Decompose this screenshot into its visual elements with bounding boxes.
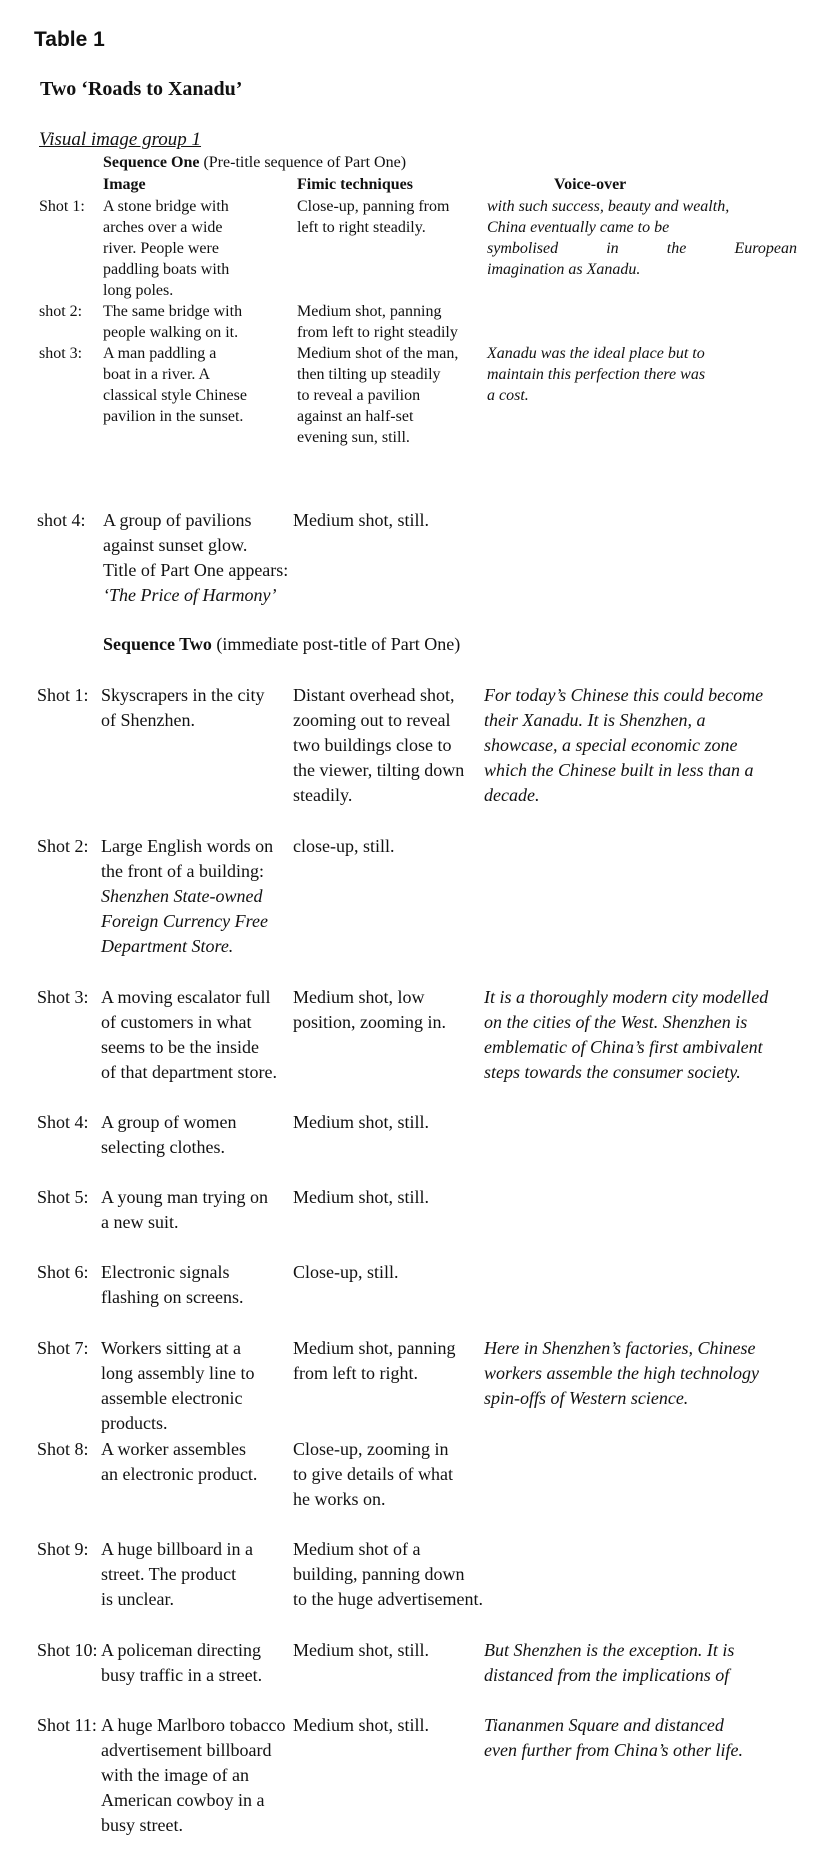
text-line: to reveal a pavilion [297,387,421,404]
shot-label: Shot 1: [37,685,89,705]
text-line: with the image of an [101,1765,249,1785]
text-line: It is a thoroughly modern city modelled [484,987,769,1007]
text-line: Medium shot, still. [293,1187,430,1207]
text-line: imagination as Xanadu. [487,261,641,278]
text-line: A moving escalator full [101,987,271,1007]
text-line: A young man trying on [101,1187,268,1207]
text-line: symbolised in the European [487,240,797,257]
visual-image-group-label: Visual image group 1 [39,129,202,150]
text-line: zooming out to reveal [293,710,451,730]
image-description [101,683,293,733]
text-line: Medium shot, low [293,987,425,1007]
shot-label: Shot 4: [37,1112,89,1132]
text-line: left to right steadily. [297,219,426,236]
text-line: Department Store. [101,936,234,956]
text-line: with such success, beauty and wealth, [487,198,730,215]
text-line: pavilion in the sunset. [103,408,244,425]
filmic-technique [293,1260,485,1285]
shot-label: Shot 11: [37,1715,97,1735]
text-line: of customers in what [101,1012,252,1032]
voice-over-text [484,1713,804,1763]
filmic-technique [297,343,487,448]
sequence-two-heading [103,634,460,655]
filmic-technique [293,1638,485,1663]
filmic-technique [293,1110,485,1135]
filmic-technique [293,1437,485,1512]
text-line: classical style Chinese [103,387,247,404]
filmic-technique [293,985,485,1035]
text-line: of that department store. [101,1062,277,1082]
text-line: evening sun, still. [297,429,410,446]
shot-label: Shot 6: [37,1262,89,1282]
column-header-voice-over: Voice-over [554,176,627,193]
filmic-technique [293,834,485,859]
text-line: a new suit. [101,1212,179,1232]
filmic-technique [293,1336,485,1386]
text-line: China eventually came to be [487,219,670,236]
text-line: busy traffic in a street. [101,1665,263,1685]
shot-label: Shot 3: [37,987,89,1007]
text-line: Close-up, panning from [297,198,450,215]
text-line: to give details of what [293,1464,453,1484]
text-line: people walking on it. [103,324,239,341]
text-line: from left to right steadily [297,324,458,341]
text-line: Shenzhen State-owned [101,886,263,906]
text-line: Close-up, still. [293,1262,399,1282]
filmic-technique [293,1185,485,1210]
text-line: Distant overhead shot, [293,685,455,705]
text-line: which the Chinese built in less than a [484,760,754,780]
voice-over-text [487,343,797,406]
text-line: A policeman directing [101,1640,261,1660]
sequence-two-name: Sequence Two [103,634,212,654]
text-line: a cost. [487,387,529,404]
image-description [103,343,293,427]
text-line: Foreign Currency Free [101,911,268,931]
text-line: from left to right. [293,1363,418,1383]
text-line: Medium shot, still. [293,510,430,530]
text-line: Skyscrapers in the city [101,685,265,705]
text-line: maintain this perfection there was [487,366,706,383]
shot-label: shot 2: [39,303,83,320]
image-description [101,985,293,1085]
image-description [101,1336,293,1436]
filmic-technique [297,301,487,343]
text-line: Medium shot, still. [293,1715,430,1735]
text-line: A man paddling a [103,345,217,362]
image-description [101,834,293,959]
text-line: two buildings close to [293,735,452,755]
image-description [103,301,293,343]
column-header-image: Image [103,176,146,193]
voice-over-text [487,196,797,280]
text-line: Medium shot, still. [293,1640,430,1660]
text-line: Xanadu was the ideal place but to [487,345,705,362]
image-description [103,196,293,301]
text-line: Workers sitting at a [101,1338,242,1358]
text-line: the viewer, tilting down [293,760,465,780]
shot-label: Shot 7: [37,1338,89,1358]
text-line: busy street. [101,1815,183,1835]
text-line: he works on. [293,1489,386,1509]
document-title: Two ‘Roads to Xanadu’ [40,78,243,100]
shot-label: Shot 8: [37,1439,89,1459]
image-description [101,1638,293,1688]
text-line: distanced from the implications of [484,1665,730,1685]
text-line: A group of pavilions [103,510,252,530]
text-line: then tilting up steadily [297,366,441,383]
shot-label: shot 4: [37,510,86,530]
shot-label: Shot 9: [37,1539,89,1559]
text-line: their Xanadu. It is Shenzhen, a [484,710,706,730]
text-line: Medium shot, still. [293,1112,430,1132]
text-line: workers assemble the high technology [484,1363,759,1383]
shot-label: Shot 5: [37,1187,89,1207]
text-line: products. [101,1413,168,1433]
text-line: against an half-set [297,408,414,425]
text-line: to the huge advertisement. [293,1589,483,1609]
text-line: close-up, still. [293,836,395,856]
text-line: street. The product [101,1564,237,1584]
image-description [103,508,303,608]
text-line: selecting clothes. [101,1137,225,1157]
text-line: of Shenzhen. [101,710,195,730]
filmic-technique [297,196,487,238]
text-line: against sunset glow. [103,535,248,555]
text-line: an electronic product. [101,1464,258,1484]
text-line: American cowboy in a [101,1790,265,1810]
shot-label: Shot 1: [39,198,85,215]
text-line: decade. [484,785,540,805]
text-line: building, panning down [293,1564,465,1584]
image-description [101,1437,293,1487]
image-description [101,1110,293,1160]
text-line: For today’s Chinese this could become [484,685,764,705]
sequence-one-note: (Pre-title sequence of Part One) [199,154,407,171]
voice-over-text [484,1336,804,1411]
text-line: advertisement billboard [101,1740,272,1760]
text-line: The same bridge with [103,303,243,320]
text-line: river. People were [103,240,219,257]
image-description [101,1537,293,1612]
text-line: Large English words on [101,836,274,856]
image-description [101,1713,293,1838]
part-one-title: ‘The Price of Harmony’ [103,585,277,605]
text-line: steps towards the consumer society. [484,1062,741,1082]
text-line: A group of women [101,1112,237,1132]
text-line: long assembly line to [101,1363,255,1383]
text-line: even further from China’s other life. [484,1740,743,1760]
text-line: boat in a river. A [103,366,211,383]
shot-label: shot 3: [39,345,83,362]
text-line: A huge Marlboro tobacco [101,1715,286,1735]
text-line: position, zooming in. [293,1012,446,1032]
text-line: assemble electronic [101,1388,243,1408]
text-line: flashing on screens. [101,1287,244,1307]
voice-over-text [484,985,804,1085]
text-line: Here in Shenzhen’s factories, Chinese [484,1338,756,1358]
text-line: Tiananmen Square and distanced [484,1715,724,1735]
text-line: paddling boats with [103,261,230,278]
text-line: the front of a building: [101,861,264,881]
filmic-technique [293,1537,485,1612]
text-line: arches over a wide [103,219,223,236]
sequence-two-note: (immediate post-title of Part One) [211,634,461,654]
text-line: A huge billboard in a [101,1539,253,1559]
text-line: emblematic of China’s first ambivalent [484,1037,763,1057]
sequence-one-name: Sequence One [103,154,200,171]
text-line: But Shenzhen is the exception. It is [484,1640,735,1660]
text-line: on the cities of the West. Shenzhen is [484,1012,748,1032]
text-line: Electronic signals [101,1262,230,1282]
text-line: A stone bridge with [103,198,229,215]
text-line: Title of Part One appears: [103,560,289,580]
shot-label: Shot 2: [37,836,89,856]
image-description [101,1260,293,1310]
text-line: Close-up, zooming in [293,1439,449,1459]
text-line: steadily. [293,785,353,805]
text-line: is unclear. [101,1589,174,1609]
text-line: Medium shot, panning [293,1338,456,1358]
text-line: spin-offs of Western science. [484,1388,689,1408]
text-line: long poles. [103,282,174,299]
image-description [101,1185,293,1235]
table-label: Table 1 [34,28,105,51]
text-line: Medium shot of the man, [297,345,459,362]
filmic-technique [293,683,485,808]
filmic-technique [293,1713,485,1738]
column-header-filmic-techniques: Fimic techniques [297,176,413,193]
voice-over-text [484,1638,804,1688]
text-line: seems to be the inside [101,1037,259,1057]
text-line: Medium shot, panning [297,303,442,320]
text-line: Medium shot of a [293,1539,421,1559]
text-line: A worker assembles [101,1439,246,1459]
text-line: showcase, a special economic zone [484,735,738,755]
shot-label: Shot 10: [37,1640,98,1660]
filmic-technique [293,508,483,533]
voice-over-text [484,683,804,808]
sequence-one-heading [103,154,406,172]
